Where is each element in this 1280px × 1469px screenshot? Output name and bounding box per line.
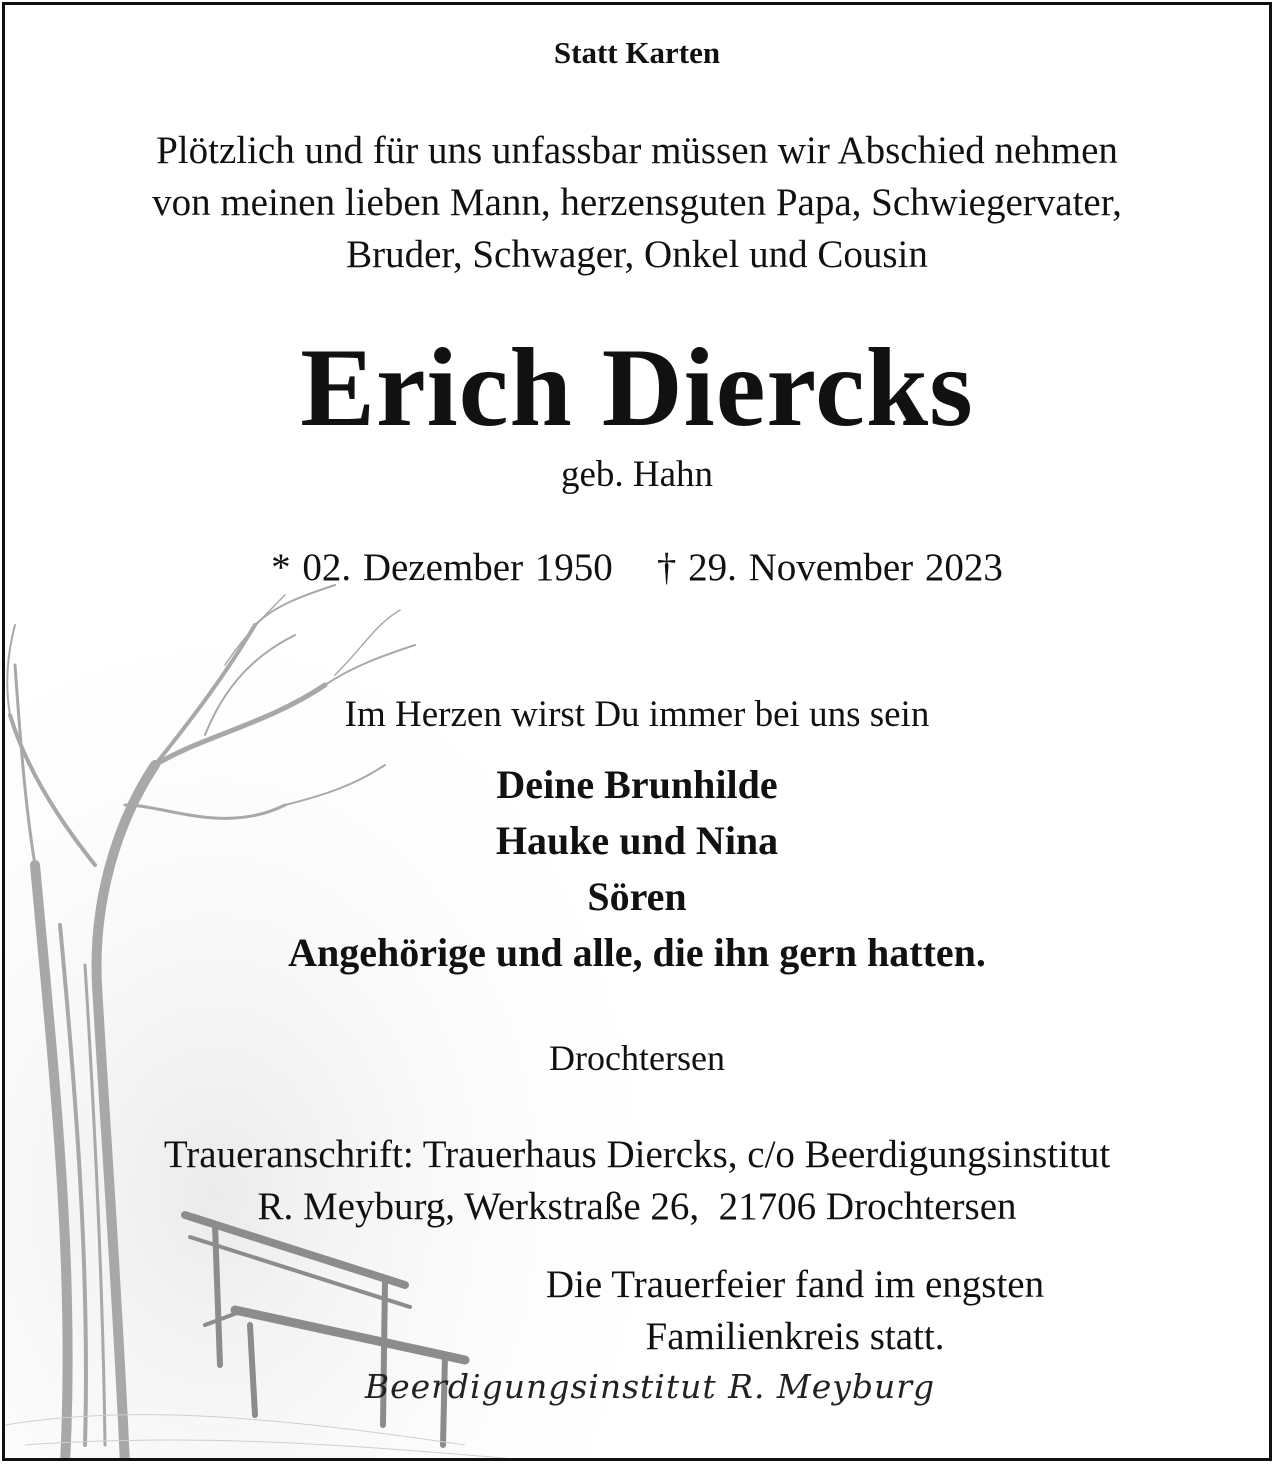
mourners-list [5,757,1269,981]
place-name: Drochtersen [549,1038,725,1078]
address-line: Traueranschrift: Trauerhaus Diercks, c/o Beerdigungsinstitut [163,1133,1111,1176]
obituary-frame [2,2,1272,1461]
ceremony-note [455,1259,1135,1363]
intro-text [5,125,1269,281]
intro-line: Plötzlich und für uns unfassbar müssen wir Abschied nehmen [156,129,1118,172]
life-dates [5,545,1269,590]
birth-date: * 02. Dezember 1950 [271,546,613,589]
mourner-line: Deine Brunhilde [496,762,778,807]
deceased-name: Erich Diercks [300,326,974,450]
funeral-home-signature: Beerdigungsinstitut R. Meyburg [364,1367,936,1406]
intro-line: Bruder, Schwager, Onkel und Cousin [346,233,928,276]
mourner-line: Angehörige und alle, die ihn gern hatten. [288,930,986,975]
intro-line: von meinen lieben Mann, herzensguten Papa, Schwiegervater, [152,181,1122,224]
ceremony-line: Familienkreis statt. [645,1315,945,1358]
mourning-address [5,1129,1269,1233]
mourner-line: Sören [587,874,687,919]
memorial-quote: Im Herzen wirst Du immer bei uns sein [344,694,930,735]
mourner-line: Hauke und Nina [495,818,779,863]
ceremony-line: Die Trauerfeier fand im engsten [545,1263,1045,1306]
born-name: geb. Hahn [560,454,714,495]
death-date: † 29. November 2023 [656,546,1003,589]
address-line: R. Meyburg, Werkstraße 26, 21706 Drochtersen [257,1185,1017,1228]
notice-heading: Statt Karten [553,35,721,70]
